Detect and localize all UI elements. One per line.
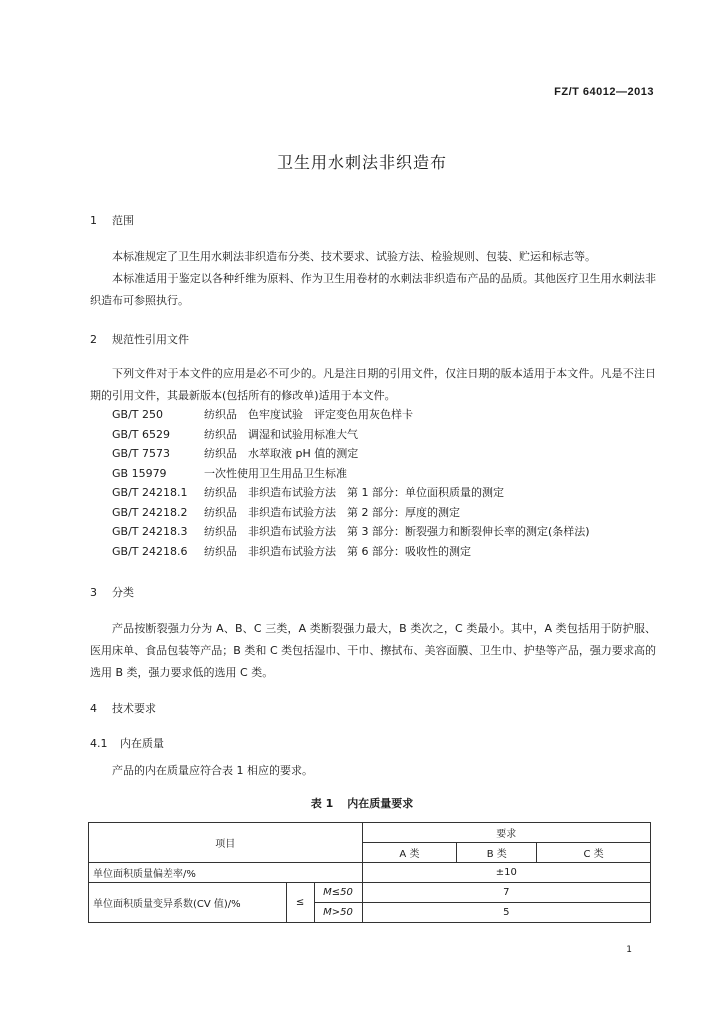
- section-1-heading: [90, 212, 134, 228]
- section-2-intro: 下列文件对于本文件的应用是必不可少的。凡是注日期的引用文件，仅注日期的版本适用于本文件。凡是不注日期的引用文件，其最新版本(包括所有的修改单)适用于本文件。: [90, 367, 656, 402]
- reference-code: GB/T 24218.1: [112, 486, 188, 499]
- reference-title: 一次性使用卫生用品卫生标准: [204, 466, 347, 480]
- class-a: A 类: [362, 843, 457, 863]
- table-row: [89, 863, 651, 883]
- row-condition: M≤50: [314, 883, 362, 903]
- reference-item: [112, 444, 590, 464]
- class-c: C 类: [537, 843, 651, 863]
- reference-item: [112, 464, 590, 484]
- reference-code: GB/T 7573: [112, 447, 170, 460]
- reference-item: [112, 522, 590, 542]
- section-4-title: 技术要求: [112, 702, 156, 715]
- section-2-title: 规范性引用文件: [112, 333, 189, 346]
- reference-title: 纺织品 非织造布试验方法 第 1 部分：单位面积质量的测定: [204, 486, 504, 499]
- section-4-1-heading: [90, 735, 164, 751]
- row-item: 单位面积质量变异系数(CV 值)/%: [89, 883, 287, 923]
- reference-item: [112, 542, 590, 562]
- reference-item: [112, 483, 590, 503]
- reference-code: GB/T 6529: [112, 427, 170, 441]
- page-number: 1: [626, 945, 632, 955]
- row-value: 7: [362, 883, 650, 903]
- reference-title: 纺织品 调湿和试验用标准大气: [204, 427, 358, 441]
- reference-title: 纺织品 非织造布试验方法 第 6 部分：吸收性的测定: [204, 544, 471, 558]
- row-item: 单位面积质量偏差率/%: [89, 863, 363, 883]
- section-4-1-title: 内在质量: [120, 737, 164, 750]
- quality-requirements-table: [88, 822, 651, 923]
- reference-item: [112, 425, 590, 445]
- table-caption-title: 内在质量要求: [347, 797, 414, 810]
- section-4-1-number: 4.1: [90, 737, 108, 750]
- normative-references-list: [112, 405, 590, 561]
- table-caption: [0, 795, 724, 811]
- section-2-number: 2: [90, 333, 97, 346]
- reference-code: GB/T 24218.2: [112, 505, 188, 519]
- section-4-number: 4: [90, 702, 97, 715]
- reference-title: 纺织品 非织造布试验方法 第 3 部分：断裂强力和断裂伸长率的测定(条样法): [204, 525, 590, 538]
- section-3-paragraph: 产品按断裂强力分为 A、B、C 三类，A 类断裂强力最大，B 类次之，C 类最小。其中，A 类包括用于防护服、医用床单、食品包装等产品；B 类和 C 类包括湿巾、干巾、擦拭布、美容面膜、卫生巾、护垫等产品，强力要求高的选用 B 类，强力要求低的选用 C 类。: [90, 622, 656, 679]
- row-value: ±10: [362, 863, 650, 883]
- table-row: [89, 883, 651, 903]
- reference-item: [112, 503, 590, 523]
- section-3-title: 分类: [112, 586, 134, 599]
- document-title: 卫生用水刺法非织造布: [276, 153, 447, 172]
- reference-code: GB/T 24218.3: [112, 525, 188, 538]
- class-b: B 类: [457, 843, 537, 863]
- section-1-title: 范围: [112, 214, 134, 227]
- reference-code: GB/T 24218.6: [112, 544, 188, 558]
- section-3-heading: [90, 584, 134, 600]
- reference-title: 纺织品 色牢度试验 评定变色用灰色样卡: [204, 408, 413, 421]
- standard-code: FZ/T 64012—2013: [554, 86, 654, 98]
- header-item: 项目: [89, 823, 363, 863]
- reference-code: GB 15979: [112, 466, 167, 480]
- section-4-1-paragraph: 产品的内在质量应符合表 1 相应的要求。: [112, 764, 313, 777]
- reference-item: [112, 405, 590, 425]
- header-requirement: 要求: [362, 823, 650, 843]
- section-1-number: 1: [90, 214, 97, 227]
- section-1-paragraph-1: 本标准规定了卫生用水刺法非织造布分类、技术要求、试验方法、检验规则、包装、贮运和标志等。: [112, 250, 596, 263]
- reference-title: 纺织品 水萃取液 pH 值的测定: [204, 447, 359, 460]
- reference-code: GB/T 250: [112, 408, 163, 421]
- row-symbol: ≤: [286, 883, 314, 923]
- table-caption-label: 表 1: [310, 797, 334, 810]
- section-1-paragraph-2: 本标准适用于鉴定以各种纤维为原料、作为卫生用卷材的水刺法非织造布产品的品质。其他医疗卫生用水刺法非织造布可参照执行。: [90, 272, 656, 307]
- row-value: 5: [362, 903, 650, 923]
- section-4-heading: [90, 700, 156, 716]
- row-condition: M>50: [314, 903, 362, 923]
- table-header-row: [89, 823, 651, 843]
- section-2-heading: [90, 331, 189, 347]
- section-3-number: 3: [90, 586, 97, 599]
- reference-title: 纺织品 非织造布试验方法 第 2 部分：厚度的测定: [204, 505, 460, 519]
